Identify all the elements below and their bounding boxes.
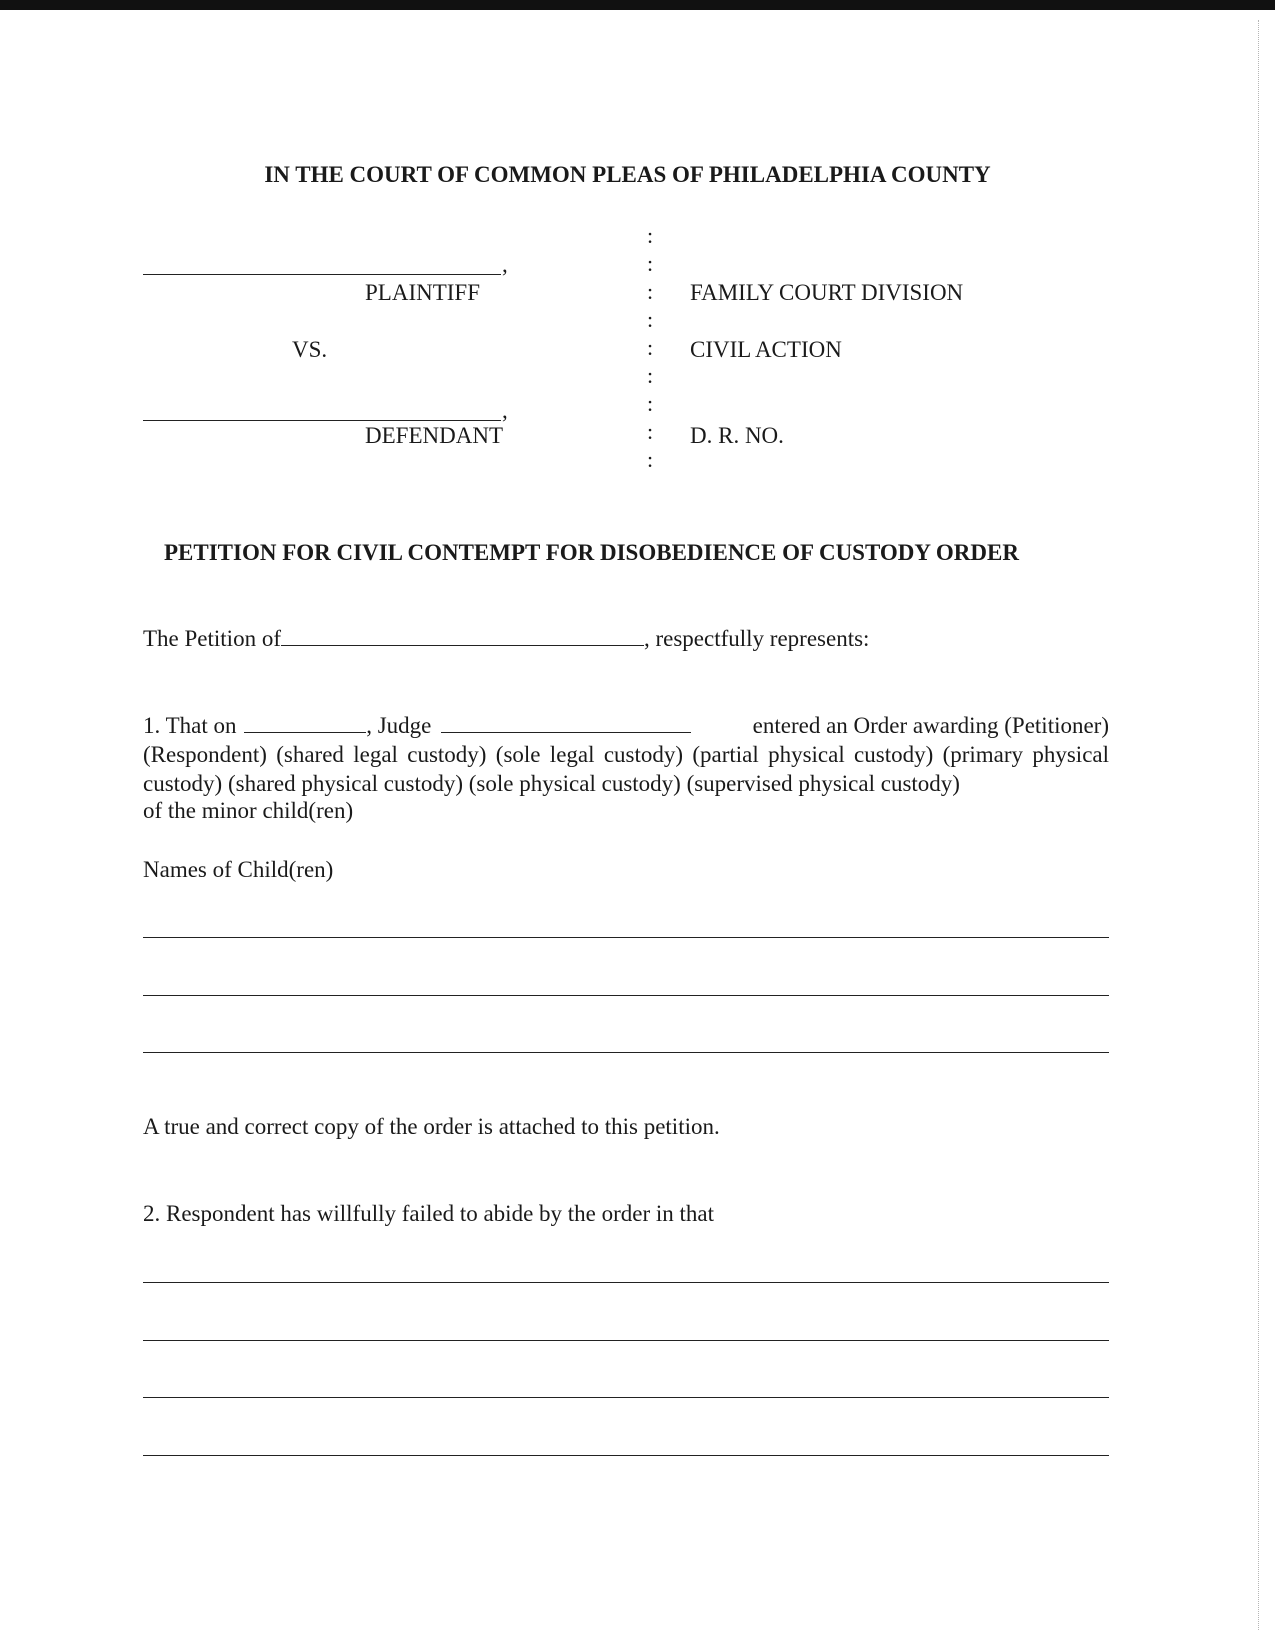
- caption-separator: :: [646, 419, 654, 444]
- action-label: CIVIL ACTION: [690, 337, 842, 362]
- scan-right-edge: [1258, 20, 1260, 1630]
- caption-separator: :: [646, 335, 654, 360]
- scan-top-border: [0, 0, 1275, 10]
- child-name-line[interactable]: [143, 1052, 1109, 1053]
- caption-separator: :: [646, 363, 654, 388]
- petitioner-name-field[interactable]: [281, 627, 644, 646]
- caption-separator: :: [646, 447, 654, 472]
- petition-title: PETITION FOR CIVIL CONTEMPT FOR DISOBEDIENCE OF CUSTODY ORDER: [164, 540, 1019, 565]
- caption-separator: :: [646, 251, 654, 276]
- intro-line: [143, 626, 869, 652]
- paragraph-1-rest: entered an Order awarding (Petitioner): [752, 713, 1109, 738]
- docket-number-label: D. R. NO.: [690, 423, 784, 448]
- caption-separator: :: [646, 391, 654, 416]
- caption-separator-column: [643, 222, 657, 474]
- vs-label: VS.: [292, 337, 328, 362]
- paragraph-1-body: (Respondent) (shared legal custody) (sole legal custody) (partial physical custody) (primary physical custody) (shared physical custody) (sole physical custody) (supervised physical custody): [143, 742, 1109, 796]
- division-label: FAMILY COURT DIVISION: [690, 280, 964, 305]
- defendant-comma: ,: [502, 398, 508, 423]
- judge-name-field[interactable]: [441, 714, 691, 733]
- caption-separator: :: [646, 307, 654, 332]
- child-name-line[interactable]: [143, 995, 1109, 996]
- order-date-field[interactable]: [244, 714, 366, 733]
- explanation-line[interactable]: [143, 1397, 1109, 1398]
- caption-separator: :: [646, 223, 654, 248]
- plaintiff-comma: ,: [502, 252, 508, 277]
- children-names-label: Names of Child(ren): [143, 857, 334, 882]
- court-title: IN THE COURT OF COMMON PLEAS OF PHILADELPHIA COUNTY: [264, 162, 991, 187]
- child-name-line[interactable]: [143, 937, 1109, 938]
- defendant-label: DEFENDANT: [365, 423, 503, 448]
- paragraph-1-prefix: 1. That on: [143, 713, 237, 738]
- intro-suffix: , respectfully represents:: [643, 626, 870, 651]
- attached-order-statement: A true and correct copy of the order is attached to this petition.: [143, 1114, 720, 1139]
- paragraph-1-last-line: of the minor child(ren): [143, 798, 354, 823]
- explanation-line[interactable]: [143, 1282, 1109, 1283]
- caption-separator: :: [646, 279, 654, 304]
- paragraph-1-judge-text: , Judge: [366, 713, 432, 738]
- plaintiff-label: PLAINTIFF: [365, 280, 481, 305]
- explanation-line[interactable]: [143, 1455, 1109, 1456]
- explanation-line[interactable]: [143, 1340, 1109, 1341]
- defendant-name-line[interactable]: [143, 420, 501, 421]
- paragraph-1-first-line: [143, 713, 1109, 739]
- plaintiff-name-line[interactable]: [143, 274, 501, 275]
- intro-prefix: The Petition of: [143, 626, 281, 651]
- paragraph-2-text: 2. Respondent has willfully failed to abide by the order in that: [143, 1201, 715, 1226]
